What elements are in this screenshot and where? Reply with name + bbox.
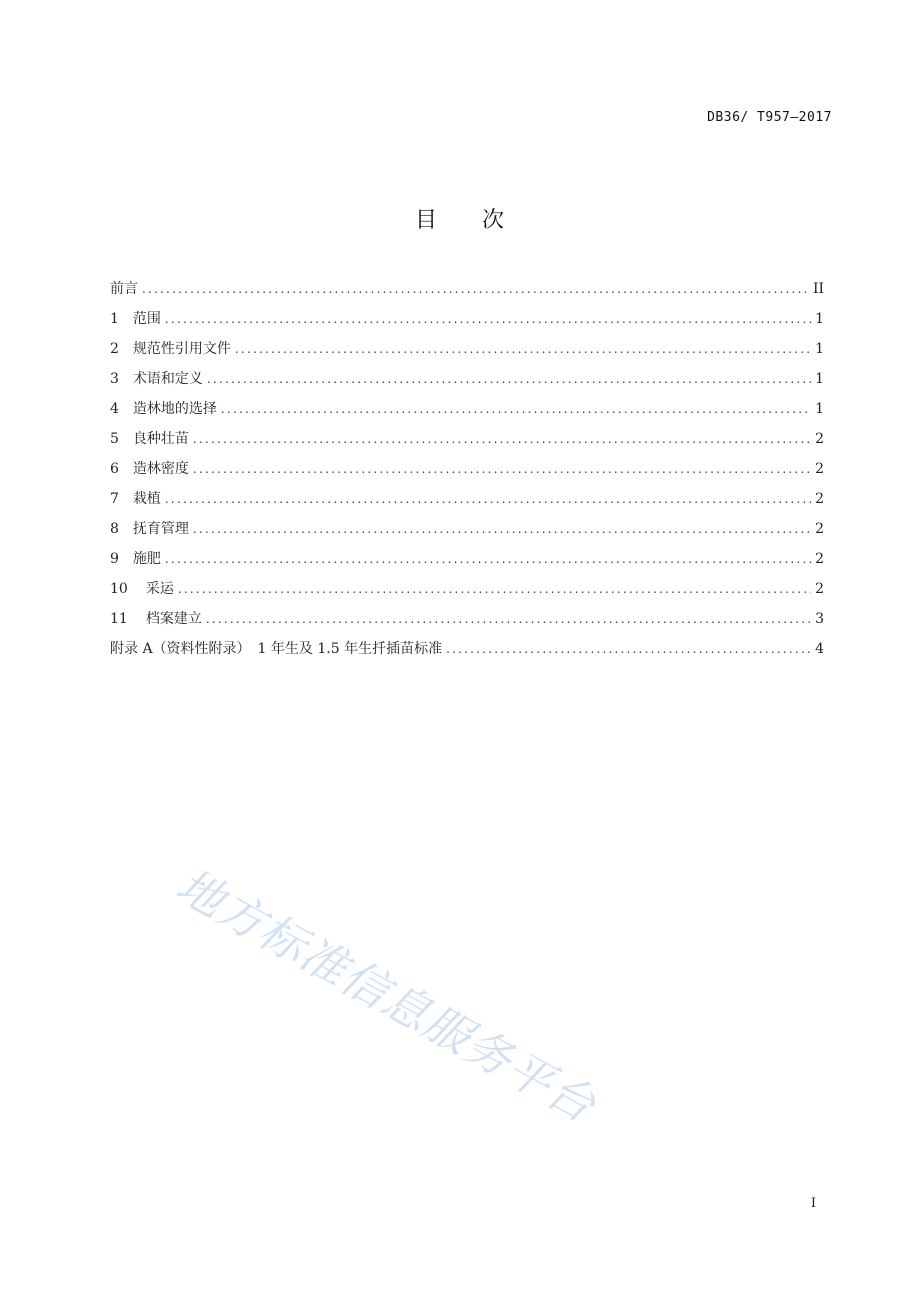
toc-entry-number: 6 — [110, 461, 119, 477]
toc-entry-page: 2 — [815, 491, 824, 507]
toc-entry-site-selection[interactable] — [110, 396, 824, 426]
toc-dot-leader — [165, 306, 811, 332]
toc-entry-number: 3 — [110, 371, 119, 387]
toc-entry-label: 附录 A（资料性附录） 1 年生及 1.5 年生扦插苗标准 — [110, 641, 443, 657]
toc-entry-harvest-transport[interactable] — [110, 576, 824, 606]
toc-entry-label: 采运 — [145, 581, 174, 597]
toc-entry-page: II — [812, 281, 824, 297]
toc-entry-page: 1 — [815, 401, 824, 417]
toc-entry-label: 造林密度 — [132, 461, 189, 477]
toc-dot-leader — [235, 336, 811, 362]
toc-entry-page: 1 — [815, 311, 824, 327]
toc-dot-leader — [206, 606, 811, 632]
toc-entry-label: 术语和定义 — [132, 371, 203, 387]
toc-entry-archive[interactable] — [110, 606, 824, 636]
toc-entry-terms-definitions[interactable] — [110, 366, 824, 396]
toc-entry-seedlings[interactable] — [110, 426, 824, 456]
toc-entry-label: 抚育管理 — [132, 521, 189, 537]
toc-entry-planting[interactable] — [110, 486, 824, 516]
toc-entry-label: 造林地的选择 — [132, 401, 217, 417]
toc-entry-page: 4 — [815, 641, 824, 657]
toc-entry-label: 档案建立 — [145, 611, 202, 627]
toc-entry-page: 1 — [815, 371, 824, 387]
toc-entry-number: 11 — [110, 611, 128, 627]
toc-entry-label: 栽植 — [132, 491, 161, 507]
toc-dot-leader — [165, 486, 811, 512]
toc-entry-label: 范围 — [132, 311, 161, 327]
toc-entry-appendix-a[interactable] — [110, 636, 824, 666]
toc-entry-page: 1 — [815, 341, 824, 357]
toc-entry-number: 9 — [110, 551, 119, 567]
toc-entry-page: 2 — [815, 461, 824, 477]
toc-entry-page: 3 — [815, 611, 824, 627]
toc-entry-foreword[interactable] — [110, 276, 824, 306]
toc-entry-label: 前言 — [110, 281, 138, 297]
table-of-contents — [110, 276, 824, 666]
toc-entry-number: 1 — [110, 311, 119, 327]
toc-entry-page: 2 — [815, 581, 824, 597]
toc-entry-number: 8 — [110, 521, 119, 537]
toc-dot-leader — [207, 366, 811, 392]
toc-dot-leader — [142, 276, 809, 302]
toc-entry-label: 规范性引用文件 — [132, 341, 231, 357]
toc-entry-label: 良种壮苗 — [132, 431, 189, 447]
page-number: I — [810, 1196, 816, 1211]
toc-dot-leader — [193, 456, 811, 482]
toc-entry-number: 5 — [110, 431, 119, 447]
toc-entry-normative-references[interactable] — [110, 336, 824, 366]
toc-entry-page: 2 — [815, 431, 824, 447]
toc-entry-number: 10 — [110, 581, 128, 597]
toc-title — [0, 203, 920, 234]
toc-entry-page: 2 — [815, 521, 824, 537]
toc-entry-number: 2 — [110, 341, 119, 357]
toc-dot-leader — [165, 546, 811, 572]
toc-title-char: 目 — [414, 208, 438, 233]
toc-entry-scope[interactable] — [110, 306, 824, 336]
toc-entry-page: 2 — [815, 551, 824, 567]
toc-dot-leader — [221, 396, 811, 422]
toc-entry-number: 7 — [110, 491, 119, 507]
toc-dot-leader — [193, 516, 811, 542]
toc-entry-tending-management[interactable] — [110, 516, 824, 546]
toc-dot-leader — [446, 636, 811, 662]
toc-title-char: 次 — [482, 208, 506, 233]
watermark: 地方标准信息服务平台 — [167, 857, 605, 1133]
toc-entry-number: 4 — [110, 401, 119, 417]
toc-dot-leader — [178, 576, 811, 602]
toc-entry-label: 施肥 — [132, 551, 161, 567]
standard-code: DB36/ T957—2017 — [707, 110, 832, 125]
toc-dot-leader — [193, 426, 811, 452]
toc-entry-fertilization[interactable] — [110, 546, 824, 576]
toc-entry-planting-density[interactable] — [110, 456, 824, 486]
